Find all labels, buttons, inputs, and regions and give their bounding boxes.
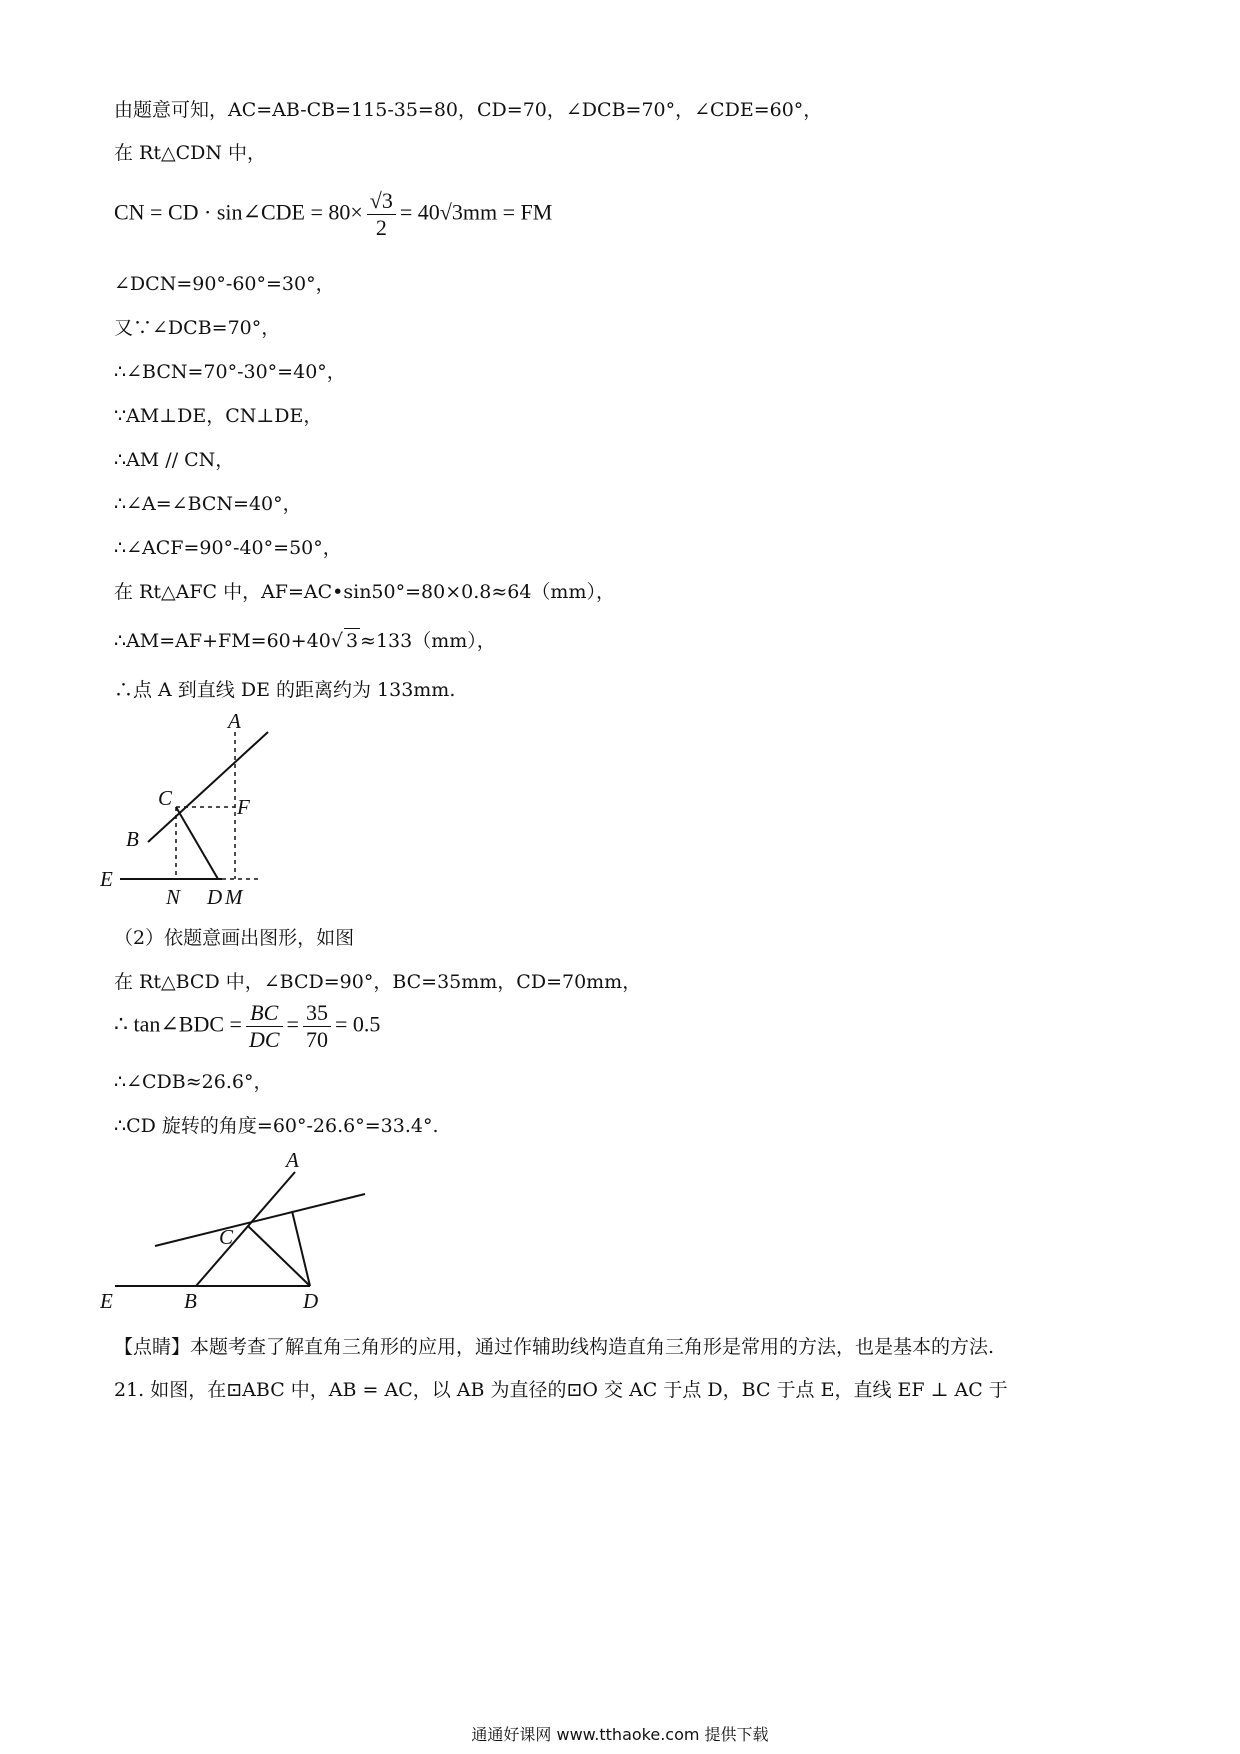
point-label-a: A: [286, 1148, 299, 1172]
fraction-numerator: √3: [367, 188, 396, 215]
formula-cn-right: = 40√3mm = FM: [399, 199, 553, 225]
point-label-n: N: [166, 885, 181, 909]
text-line: ∴AM // CN，: [114, 449, 235, 471]
figure-2-diagram: [100, 1140, 390, 1320]
point-label-e: E: [100, 1289, 113, 1313]
fraction: [303, 1000, 331, 1053]
formula-tan-suffix: = 0.5: [334, 1011, 381, 1037]
point-label-b: B: [126, 827, 139, 851]
figure-1-diagram: [100, 702, 300, 914]
point-label-e: E: [100, 867, 113, 891]
point-label-d: D: [207, 885, 223, 909]
line-ab: [196, 1172, 295, 1286]
text-line: 21. 如图，在⊡ABC 中，AB = AC，以 AB 为直径的⊡O 交 AC 于点 D，BC 于点 E，直线 EF ⊥ AC 于: [114, 1379, 1008, 1401]
text-line: ∴∠ACF=90°-40°=50°，: [114, 537, 342, 559]
point-label-b: B: [184, 1289, 197, 1313]
equals-sign: =: [286, 1011, 299, 1037]
text-line: （2）依题意画出图形，如图: [114, 927, 355, 949]
page-footer: 通通好课网 www.tthaoke.com 提供下载: [471, 1725, 769, 1744]
point-label-c: C: [158, 786, 173, 810]
formula-am-suffix: ≈133（mm），: [360, 630, 496, 652]
fraction-denominator: 70: [305, 1027, 328, 1052]
text-line: 由题意可知，AC=AB-CB=115-35=80，CD=70，∠DCB=70°，∠CDE=60°，: [114, 99, 823, 121]
line-cd: [176, 807, 218, 879]
text-line: ∴点 A 到直线 DE 的距离约为 133mm.: [114, 679, 456, 701]
point-label-m: M: [225, 885, 243, 909]
text-line: ∴∠A=∠BCN=40°，: [114, 493, 302, 515]
point-label-c: C: [219, 1225, 234, 1249]
point-label-a: A: [228, 709, 241, 733]
text-line: 又∵∠DCB=70°，: [114, 317, 281, 339]
text-line: ∠DCN=90°-60°=30°，: [114, 273, 335, 295]
formula-tan-prefix: ∴ tan∠BDC =: [114, 1011, 242, 1037]
line-d-perpendicular: [292, 1211, 310, 1286]
formula-cn-left: CN = CD · sin∠CDE = 80×: [114, 199, 363, 225]
text-line: ∵AM⊥DE，CN⊥DE，: [114, 405, 323, 427]
formula-am-prefix: ∴AM=AF+FM=60+40: [114, 630, 331, 652]
fraction-numerator: BC: [246, 1000, 283, 1027]
formula-am: [114, 628, 496, 653]
text-line: ∴CD 旋转的角度=60°-26.6°=33.4°.: [114, 1115, 439, 1137]
text-line: 在 Rt△AFC 中，AF=AC•sin50°=80×0.8≈64（mm），: [114, 581, 615, 603]
text-line: ∴∠BCN=70°-30°=40°，: [114, 361, 346, 383]
fraction: [246, 1000, 283, 1053]
point-label-d: D: [303, 1289, 319, 1313]
formula-cn: [114, 188, 552, 241]
fraction: [367, 188, 396, 241]
line-cd: [248, 1226, 310, 1286]
text-line: ∴∠CDB≈26.6°，: [114, 1071, 273, 1093]
fraction-denominator: 2: [375, 215, 387, 240]
sqrt-radicand: 3: [345, 630, 359, 652]
text-line: 【点睛】本题考查了解直角三角形的应用，通过作辅助线构造直角三角形是常用的方法，也是基本的方法.: [114, 1336, 995, 1358]
point-label-f: F: [237, 795, 250, 819]
text-line: 在 Rt△CDN 中，: [114, 142, 267, 164]
fraction-numerator: 35: [303, 1000, 331, 1027]
fraction-denominator: DC: [248, 1027, 280, 1052]
text-line: 在 Rt△BCD 中，∠BCD=90°，BC=35mm，CD=70mm，: [114, 971, 642, 993]
formula-tan: [114, 1000, 380, 1053]
sqrt-sign: √: [330, 630, 343, 652]
